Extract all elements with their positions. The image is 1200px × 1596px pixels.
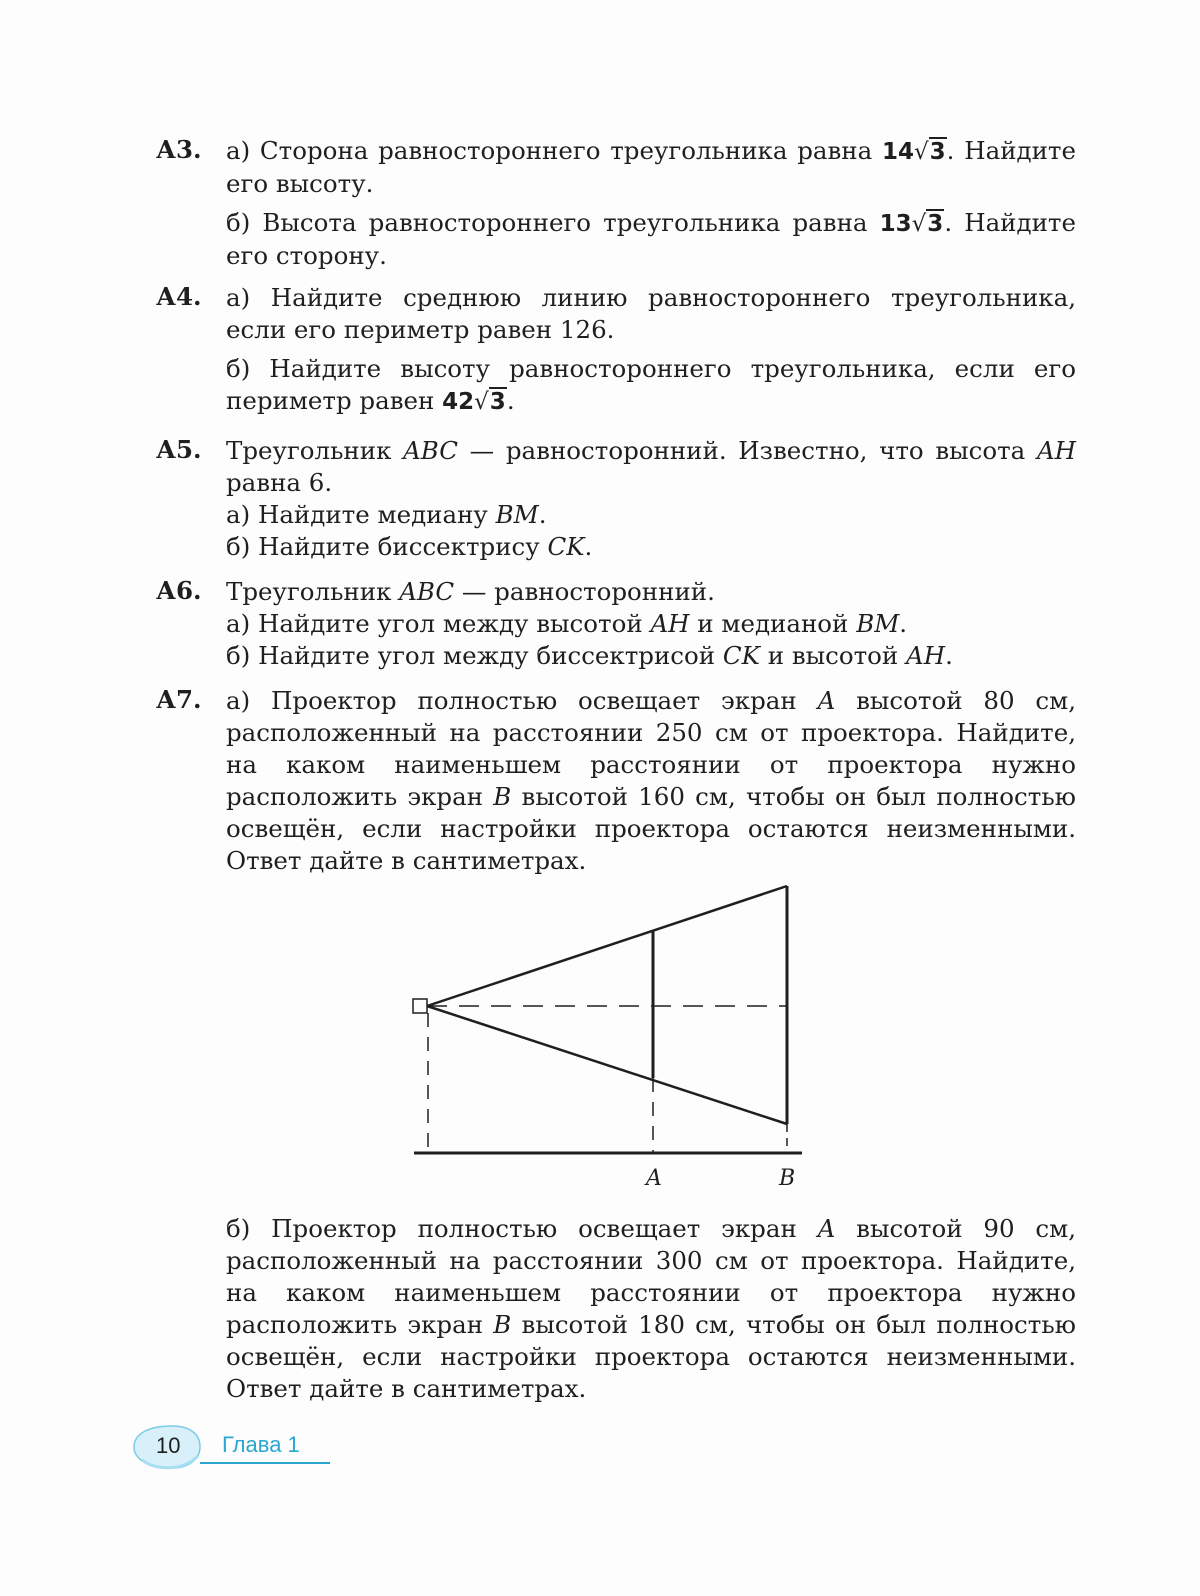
problem-label: А5.	[156, 435, 202, 464]
label-a: A	[646, 1166, 662, 1191]
chapter-title: Глава 1	[222, 1432, 300, 1457]
part-text: . Найдите его сторону.	[226, 208, 1076, 270]
part-text: высотой 90 см, расположенный на расстоянии 300 см от проектора. Найдите, на каком наименьшем расстоянии от проектора нужно расположить экран	[226, 1214, 1076, 1339]
part-text: .	[506, 386, 515, 415]
part-text: .	[584, 532, 593, 561]
problem-part-a	[226, 608, 1076, 640]
sqrt-sign-icon: √	[914, 139, 929, 165]
segment-name: AH	[1036, 436, 1077, 465]
segment-name: AH	[906, 641, 946, 670]
part-text: . Найдите его высоту.	[226, 136, 1076, 198]
part-text: высотой 80 см, расположенный на расстоянии 250 см от проектора. Найдите, на каком наименьшем расстоянии от проектора нужно расположить экран	[226, 686, 1076, 811]
coefficient: 14	[881, 139, 914, 165]
sqrt-sign-icon: √	[474, 389, 489, 415]
segment-name: BM	[495, 500, 539, 529]
part-text: б) Найдите высоту равностороннего треугольника, если его периметр равен	[226, 354, 1076, 415]
problem-part-b	[226, 207, 1076, 272]
problem-a6	[156, 576, 1076, 672]
problem-label: А6.	[156, 576, 202, 605]
part-text: — равносторонний.	[454, 577, 715, 606]
problem-a4	[156, 282, 1076, 418]
segment-name: CK	[722, 641, 760, 670]
part-text: а) Найдите медиану	[226, 500, 496, 529]
problem-body	[226, 135, 1076, 272]
sqrt-sign-icon: √	[911, 211, 927, 237]
problem-label: А3.	[156, 135, 202, 164]
problem-statement	[226, 435, 1076, 499]
screen-name: A	[817, 1214, 836, 1243]
radical-expression	[882, 139, 947, 165]
lower-ray	[427, 1006, 787, 1124]
radicand: 3	[489, 389, 506, 415]
label-b: B	[779, 1166, 796, 1191]
problem-body	[226, 435, 1076, 563]
projector-icon	[413, 999, 427, 1013]
problem-body	[226, 282, 1076, 418]
part-text: и медианой	[689, 609, 857, 638]
segment-name: AH	[650, 609, 690, 638]
part-text: высотой 160 см, чтобы он был полностью освещён, если настройки проектора остаются неизменными. Ответ дайте в сантиметрах.	[226, 782, 1076, 875]
problem-part-b	[226, 353, 1076, 418]
coefficient: 42	[442, 389, 475, 415]
problem-body	[226, 576, 1076, 672]
triangle-name: ABC	[399, 577, 455, 606]
part-text: .	[538, 500, 547, 529]
projector-diagram	[396, 876, 806, 1196]
part-text: б) Проектор полностью освещает экран	[226, 1214, 818, 1243]
part-text: .	[899, 609, 908, 638]
part-text: — равносторонний. Известно, что высота	[458, 436, 1037, 465]
screen-name: B	[493, 1310, 512, 1339]
part-text: и высотой	[759, 641, 907, 670]
part-text: а) Сторона равностороннего треугольника равна	[226, 136, 882, 165]
problem-a7-part-b-block	[156, 1213, 1076, 1405]
problem-body	[226, 1213, 1076, 1405]
radicand: 3	[929, 139, 946, 165]
problem-a5	[156, 435, 1076, 563]
problem-label: А7.	[156, 685, 202, 714]
problem-a3	[156, 135, 1076, 272]
part-text: высотой 180 см, чтобы он был полностью освещён, если настройки проектора остаются неизменными. Ответ дайте в сантиметрах.	[226, 1310, 1076, 1403]
segment-name: BM	[856, 609, 900, 638]
screen-name: A	[817, 686, 836, 715]
problem-part-a	[226, 685, 1076, 877]
problem-part-a: а) Найдите среднюю линию равностороннего треугольника, если его периметр равен 126.	[226, 283, 1076, 344]
part-text: б) Найдите биссектрису	[226, 532, 548, 561]
part-text: б) Высота равностороннего треугольника равна	[226, 208, 880, 237]
triangle-name: ABC	[403, 436, 458, 465]
segment-name: CK	[547, 532, 585, 561]
problem-part-a	[226, 135, 1076, 200]
problem-label: А4.	[156, 282, 202, 311]
screen-name: B	[493, 782, 512, 811]
part-text: .	[945, 641, 953, 670]
page-number: 10	[156, 1433, 181, 1458]
problem-part-a	[226, 499, 1076, 531]
problem-statement	[226, 576, 1076, 608]
problem-part-b	[226, 640, 1076, 672]
problem-part-b	[226, 531, 1076, 563]
part-text: а) Проектор полностью освещает экран	[226, 686, 818, 715]
coefficient: 13	[879, 211, 912, 237]
part-text: Треугольник	[226, 577, 400, 606]
page-footer	[132, 1420, 332, 1472]
part-text: б) Найдите угол между биссектрисой	[226, 641, 723, 670]
part-text: Треугольник	[226, 436, 404, 465]
problem-part-b	[226, 1213, 1076, 1405]
radical-expression	[880, 211, 945, 237]
upper-ray	[427, 886, 787, 1006]
part-text: равна 6.	[226, 468, 333, 497]
radical-expression	[442, 389, 507, 415]
part-text: а) Найдите угол между высотой	[226, 609, 651, 638]
radicand: 3	[927, 211, 944, 237]
problem-a7	[156, 685, 1076, 877]
problem-body	[226, 685, 1076, 877]
